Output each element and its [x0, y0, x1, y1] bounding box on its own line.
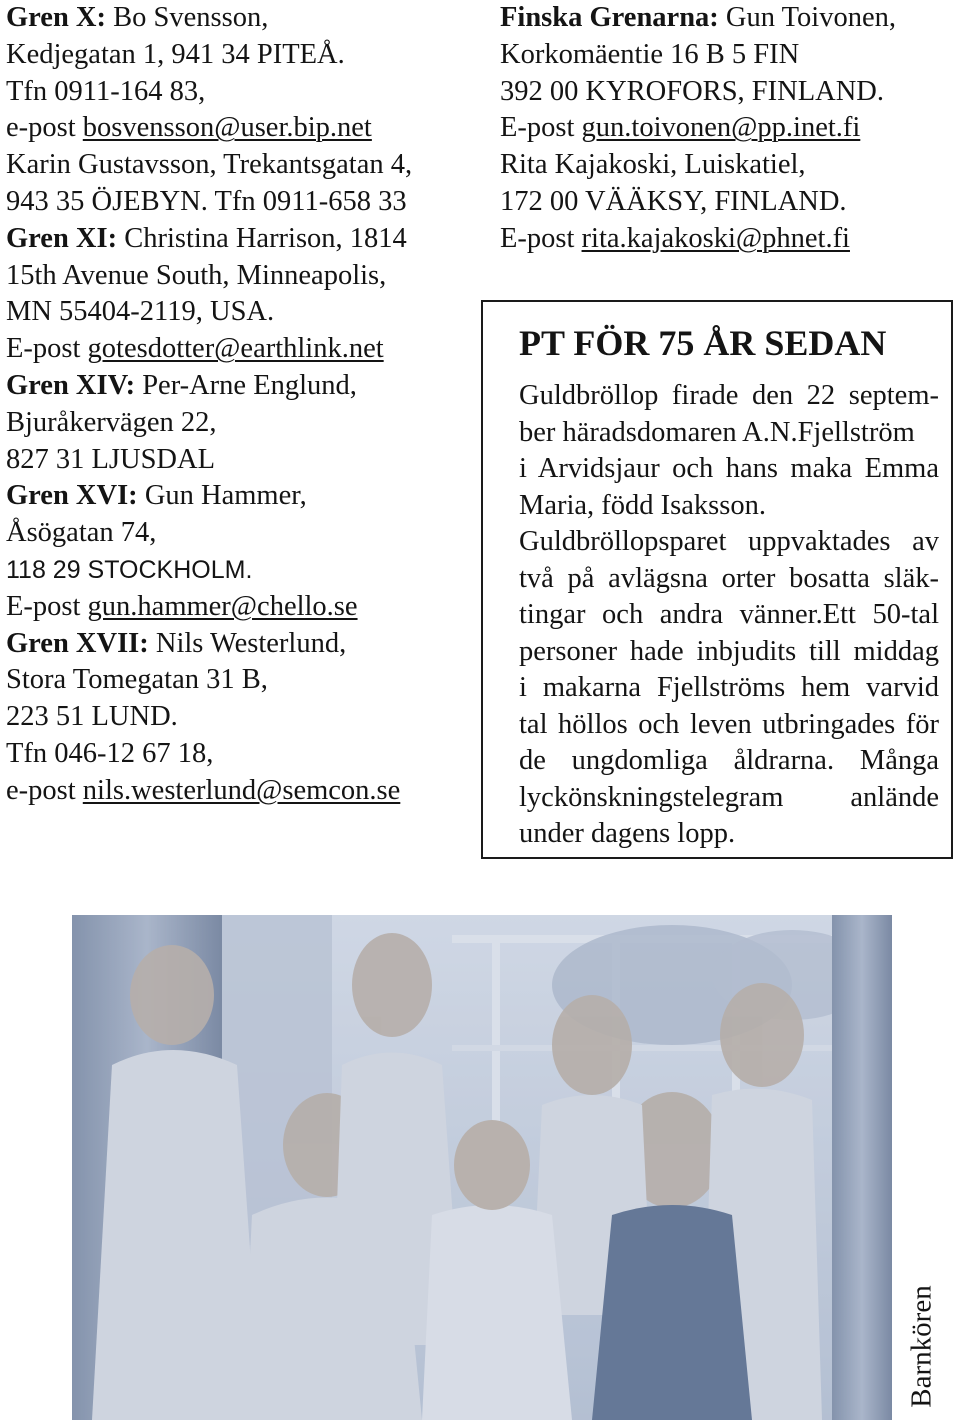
contact-text: 223 51 LUND. — [6, 701, 178, 733]
article-line: lyckönskningstelegram anlände — [519, 781, 939, 813]
contact-line — [6, 294, 476, 331]
contact-line — [6, 368, 476, 405]
article-line: Guldbröllop firade den 22 septem- — [519, 380, 939, 411]
email-link[interactable]: gun.hammer@chello.se — [87, 590, 358, 622]
contact-line — [6, 626, 476, 663]
contact-text: Gun Hammer, — [137, 480, 307, 512]
contact-text: Korkomäentie 16 B 5 FIN — [500, 38, 800, 70]
contact-line — [6, 589, 476, 626]
contact-line — [6, 258, 476, 295]
contact-text: 827 31 LJUSDAL — [6, 443, 216, 475]
contact-text: Per-Arne Englund, — [135, 369, 357, 401]
contact-line — [6, 74, 476, 111]
contact-text: MN 55404-2119, USA. — [6, 296, 275, 328]
photo-caption: Barnkören — [905, 1284, 938, 1408]
article-line: ber häradsdomaren A.N.Fjellström — [519, 416, 915, 448]
article-box — [481, 300, 953, 859]
contact-text: e-post — [6, 774, 83, 806]
contact-list-left — [6, 0, 476, 810]
children-choir-photo-image — [72, 915, 892, 1420]
contact-text: 15th Avenue South, Minneapolis, — [6, 259, 387, 291]
contact-line — [500, 221, 958, 258]
article-line: Maria, född Isaksson. — [519, 489, 766, 521]
contact-list-right — [500, 0, 958, 258]
contact-text: E-post — [6, 333, 88, 365]
contact-line — [6, 331, 476, 368]
contact-text: Tfn 0911-164 83, — [6, 75, 206, 107]
email-link[interactable]: nils.westerlund@semcon.se — [82, 774, 401, 806]
contact-text: E-post — [500, 222, 582, 254]
contact-text: e-post — [6, 112, 83, 144]
contact-text: Kedjegatan 1, 941 34 PITEÅ. — [6, 38, 345, 70]
email-link[interactable]: gun.toivonen@pp.inet.fi — [581, 112, 861, 144]
contact-text: 172 00 VÄÄKSY, FINLAND. — [500, 185, 847, 217]
branch-label: Gren XVII: — [6, 627, 149, 659]
contact-text: 943 35 ÖJEBYN. Tfn 0911-658 33 — [6, 185, 407, 217]
contact-line — [6, 699, 476, 736]
article-line: Guldbröllopsparet uppvaktades av — [519, 526, 939, 557]
contact-text: Karin Gustavsson, Trekantsgatan 4, — [6, 149, 413, 181]
email-link[interactable]: bosvensson@user.bip.net — [82, 112, 372, 144]
contact-line — [6, 0, 476, 37]
contact-text: E-post — [6, 590, 88, 622]
contact-line — [6, 662, 476, 699]
contact-line — [6, 147, 476, 184]
branch-label: Finska Grenarna: — [500, 2, 719, 33]
contact-text: Åsögatan 74, — [6, 517, 157, 549]
contact-line — [6, 221, 476, 258]
article-title: PT FÖR 75 ÅR SEDAN — [519, 323, 887, 363]
email-link[interactable]: gotesdotter@earthlink.net — [87, 333, 384, 365]
branch-label: Gren XVI: — [6, 480, 138, 512]
contact-text: Christina Harrison, 1814 — [117, 222, 407, 254]
contact-line — [6, 37, 476, 74]
contact-text: E-post — [500, 112, 582, 144]
contact-text: Rita Kajakoski, Luiskatiel, — [500, 149, 806, 181]
contact-text: Stora Tomegatan 31 B, — [6, 664, 268, 696]
contact-text: 392 00 KYROFORS, FINLAND. — [500, 75, 884, 107]
branch-label: Gren X: — [6, 2, 107, 33]
contact-text: Gun Toivonen, — [718, 2, 896, 33]
contact-line — [500, 37, 958, 74]
contact-line — [6, 184, 476, 221]
contact-text: Bo Svensson, — [106, 2, 269, 33]
contact-line — [6, 552, 476, 589]
contact-text: 118 29 STOCKHOLM. — [6, 555, 253, 584]
contact-line — [500, 147, 958, 184]
contact-text: Nils Westerlund, — [148, 627, 347, 659]
article-line: två på avlägsna orter bosatta släk- — [519, 562, 939, 594]
contact-line — [6, 773, 476, 810]
branch-label: Gren XI: — [6, 222, 118, 254]
contact-text: Tfn 046-12 67 18, — [6, 737, 214, 769]
contact-line — [500, 184, 958, 221]
article-line: i makarna Fjellströms hem varvid — [519, 672, 939, 703]
contact-line — [6, 405, 476, 442]
article-line: tingar och andra vänner.Ett 50-tal — [519, 599, 939, 630]
contact-line — [500, 0, 958, 37]
contact-line — [6, 442, 476, 479]
article-line: i Arvidsjaur och hans maka Emma — [519, 453, 939, 484]
contact-line — [6, 110, 476, 147]
article-line: de ungdomliga åldrarna. Många — [519, 745, 939, 776]
article-line: under dagens lopp. — [519, 818, 736, 849]
contact-line — [6, 515, 476, 552]
article-body — [519, 378, 939, 853]
group-photo — [72, 915, 892, 1420]
article-line: personer hade inbjudits till middag — [519, 635, 939, 667]
article-line: tal höllos och leven utbringades för — [519, 708, 939, 740]
contact-line — [6, 478, 476, 515]
contact-text: Bjuråkervägen 22, — [6, 406, 217, 438]
branch-label: Gren XIV: — [6, 369, 136, 401]
contact-line — [500, 74, 958, 111]
contact-line — [500, 110, 958, 147]
contact-line — [6, 736, 476, 773]
email-link[interactable]: rita.kajakoski@phnet.fi — [581, 222, 850, 254]
